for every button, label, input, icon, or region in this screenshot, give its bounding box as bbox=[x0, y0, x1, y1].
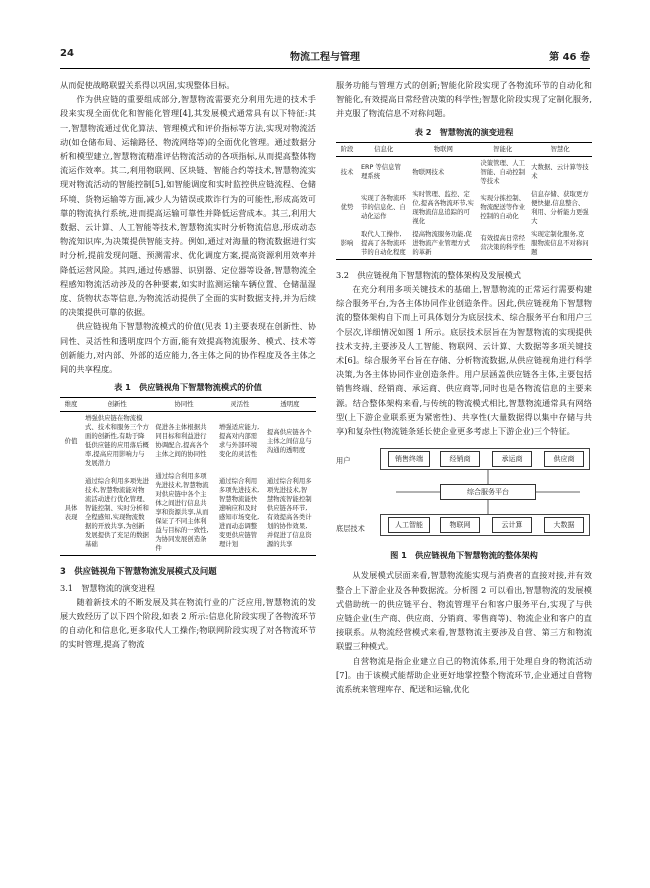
table-cell: 提高供应链各个主体之间信息与沟通的透明度 bbox=[266, 427, 312, 454]
paragraph: 自营物流是指企业建立自己的物流体系,用于处理自身的物流活动[7]。由于该模式能帮助企业更好地掌控整个物流环节,企业通过自营物流系统来管理库存、配送和运输,优化 bbox=[336, 655, 592, 695]
table-row bbox=[336, 188, 592, 228]
table-cell: 大数据、云计算等技术 bbox=[531, 163, 589, 181]
table-header: 维度 bbox=[60, 398, 82, 412]
table-header-row bbox=[336, 142, 592, 156]
row-label: 影响 bbox=[336, 228, 358, 260]
paragraph: 随着新技术的不断发展及其在物流行业的广泛应用,智慧物流的发展大致经历了以下四个阶段,如表 2 所示:信息化阶段实现了各物流环节的自动化和信息化,更多取代人工操作;物联网阶段实现了对各物流环节的实时管理,提高了物流 bbox=[60, 596, 316, 650]
user-layer-label: 用户 bbox=[336, 456, 351, 466]
right-column bbox=[336, 78, 592, 878]
tech-box: 物联网 bbox=[440, 517, 480, 533]
value-table bbox=[60, 397, 316, 556]
page-number: 24 bbox=[60, 48, 74, 59]
table-header: 阶段 bbox=[336, 142, 358, 156]
table-row bbox=[60, 412, 316, 471]
paragraph: 服务功能与管理方式的创新;智能化阶段实现了各物流环节的自动化和智能化,有效提高日常经营决策的科学性;智慧化阶段实现了定制化服务,并克服了物流信息不对称问题。 bbox=[336, 80, 592, 119]
table-cell: 提高物流服务功能,促进物流产业管理方式的革新 bbox=[409, 228, 477, 260]
left-column bbox=[60, 78, 316, 878]
section-heading: 3 供应链视角下智慧物流发展模式及问题 bbox=[60, 566, 217, 577]
journal-title: 物流工程与管理 bbox=[290, 52, 360, 63]
table-cell: 实现了各物流环节的信息化、自动化运作 bbox=[361, 194, 406, 221]
table-cell: 信息存储、获取更方便快捷,信息整合、利用、分析能力更强大 bbox=[531, 189, 589, 225]
service-platform-box: 综合服务平台 bbox=[440, 484, 536, 500]
table-cell: 通过综合利用多项先进技术,智慧物流能对物流活动进行优化管理、智能控制、实时分析和全程感知,实现物流数据的开放共享,为创新发展提供了充足的数据基础 bbox=[82, 470, 152, 556]
table-header: 灵活性 bbox=[216, 398, 264, 412]
table-cell: 通过综合利用多项先进技术,智慧物流智能控制供应链各环节,有效提高各类计划的协作效果,并促进了信息资源的共享 bbox=[264, 470, 316, 556]
table-row bbox=[60, 470, 316, 556]
header-rule bbox=[60, 68, 590, 69]
row-label: 技术 bbox=[340, 167, 354, 176]
table-cell: ERP 等信息管理系统 bbox=[361, 163, 401, 181]
tech-layer-label: 底层技术 bbox=[336, 524, 365, 534]
evolution-table bbox=[336, 142, 592, 260]
table-cell: 促进各主体根据共同目标和利益进行协调配合,提高各个主体之间的协同性 bbox=[155, 423, 209, 459]
paragraph: 从发展模式层面来看,智慧物流能实现与消费者的直接对接,并有效整合上下游企业及各种数据流。分析图 2 可以看出,智慧物流的发展模式借助统一的供应链平台、物流管理平台和客户服务平台,实现了与供应链企业(生产商、供应商、分销商、零售商等)、物流企业和客户的直接联系。从物流经营模式来看,智慧物流主要涉及自营、第三方和物流联盟三种模式。 bbox=[336, 570, 592, 652]
tech-box: 云计算 bbox=[492, 517, 532, 533]
table-row bbox=[336, 156, 592, 188]
user-box: 销售终端 bbox=[388, 451, 430, 467]
figure-caption: 图 1 供应链视角下智慧物流的整体架构 bbox=[390, 550, 538, 561]
tech-box: 人工智能 bbox=[388, 517, 430, 533]
table-cell: 实现定制化服务,克服物流信息不对称问题 bbox=[528, 228, 592, 260]
table-header: 信息化 bbox=[358, 142, 409, 156]
tech-box: 大数据 bbox=[544, 517, 584, 533]
table-header-row bbox=[60, 398, 316, 412]
table-header: 物联网 bbox=[409, 142, 477, 156]
table-cell: 决策管理、人工智能、自动控制等技术 bbox=[480, 158, 526, 185]
table-cell: 有效提高日常经营决策的科学性 bbox=[477, 228, 528, 260]
table-header: 创新性 bbox=[82, 398, 152, 412]
user-box: 供应商 bbox=[544, 451, 584, 467]
table-cell: 物联网技术 bbox=[412, 167, 445, 176]
page-header bbox=[60, 48, 590, 66]
subsection-heading: 3.1 智慧物流的演变进程 bbox=[60, 582, 155, 593]
table-cell: 通过综合利用多项先进技术,智慧物流能快速响应和及时感知市场变化,进而动态调整变更供应链管理计划 bbox=[216, 470, 264, 556]
subsection-heading: 3.2 供应链视角下智慧物流的整体架构及发展模式 bbox=[336, 269, 521, 280]
row-label: 价值 bbox=[64, 436, 78, 445]
table-cell: 实现分拣控制、物流配送等作业控制的自动化 bbox=[480, 194, 526, 221]
paragraph: 作为供应链的重要组成部分,智慧物流需要充分利用先进的技术手段来实现全面优化和智能化管理[4],其发展模式通常具有以下特征:其一,智慧物流通过优化算法、管理模式和评价指标等方法,实现对物流活动(如仓储布局、运输路径、物流网络等)的全面优化管理。通过数据分析和模型建立,智慧物流精准评估物流活动的各项指标,从而提高整体物流运作效率。其二,利用物联网、区块链、智能合约等技术,智慧物流实现对物流活动的智能控制[5],如智能调度和实时监控供应链流程、仓储环境、货物运输等方面,减少人为错误或欺诈行为的可能性,形成高效可靠的物流执行系统,进而提高运输可靠性并降低运营成本。其三,利用大数据、云计算、人工智能等技术,智慧物流实时分析物流信息,形成动态物流知识库,为决策提供智能支持。例如,通过对海量的物流数据进行实时分析,提前发现问题、预测需求、优化调度方案,提高资源利用效率并降低运营风险。其四,通过传感器、识别器、定位器等设备,智慧物流全程感知物流活动涉及的各种要素,如实时监测运输车辆位置、仓储温湿度、货物状态等信息,为物流活动提供了全面的实时数据支持,并为后续的决策提供可靠的依据。 bbox=[60, 94, 316, 318]
table-cell: 增强适应能力,提高对内部需求与外部环境变化的灵活性 bbox=[218, 423, 260, 459]
table-header: 智慧化 bbox=[528, 142, 592, 156]
row-label: 具体表现 bbox=[60, 470, 82, 556]
table-caption: 表 2 智慧物流的演变进程 bbox=[414, 126, 514, 137]
architecture-figure bbox=[336, 444, 592, 546]
table-cell: 通过综合利用多项先进技术,智慧物流对供应链中各个主体之间进行信息共享和资源共享,从而保证了不同主体利益与目标的一致性,为协同发展创造条件 bbox=[152, 470, 215, 556]
paragraph: 供应链视角下智慧物流模式的价值(见表 1)主要表现在创新性、协同性、灵活性和透明度四个方面,能有效提高物流服务、模式、技术等创新能力,对内部、外部的适应能力,各主体之间的协作程度及各主体之间的共享程度。 bbox=[60, 321, 316, 375]
row-label: 优势 bbox=[340, 203, 354, 212]
table-header: 透明度 bbox=[264, 398, 316, 412]
table-cell: 取代人工操作,提高了各物流环节的自动化程度 bbox=[358, 228, 409, 260]
table-row bbox=[336, 228, 592, 260]
volume-label: 第 46 卷 bbox=[549, 52, 590, 63]
paragraph: 在充分利用多项关键技术的基础上,智慧物流的正常运行需要构建综合服务平台,为各主体协同作业创造条件。因此,供应链视角下智慧物流的整体架构自下而上可具体划分为底层技术、综合服务平台和用户三个层次,详细情况如图 1 所示。底层技术层旨在为智慧物流的实现提供技术支持,主要涉及人工智能、物联网、云计算、大数据等多项关键技术[6]。综合服务平台旨在存储、分析物流数据,从供应链视角进行科学决策,为各主体协同作业创造条件。用户层涵盖供应链各主体,主要包括销售终端、经销商、承运商、供应商等,同时也是各物流信息的主要来源。结合整体架构来看,与传统的物流模式相比,智慧物流通常具有网络型(上下游企业联系更为紧密性)、共享性(大量数据得以集中存储与共享)和复杂性(物流链条延长使企业更多考虑上下游企业)三个特征。 bbox=[336, 284, 592, 437]
paragraph: 从而促使战略联盟关系得以巩固,实现整体目标。 bbox=[60, 80, 235, 90]
table-header: 协同性 bbox=[152, 398, 215, 412]
table-cell: 增强供应链在物流模式、技术和服务三个方面的创新性,有助于降低供应链的应用落后概率,提高应用影响力与发展潜力 bbox=[85, 414, 149, 468]
table-header: 智能化 bbox=[477, 142, 528, 156]
user-box: 经销商 bbox=[440, 451, 480, 467]
table-cell: 实时管理、监控、定位,提高各物流环节,实现物流信息追踪的可视化 bbox=[412, 189, 474, 225]
user-box: 承运商 bbox=[492, 451, 532, 467]
table-caption: 表 1 供应链视角下智慧物流模式的价值 bbox=[114, 382, 262, 393]
